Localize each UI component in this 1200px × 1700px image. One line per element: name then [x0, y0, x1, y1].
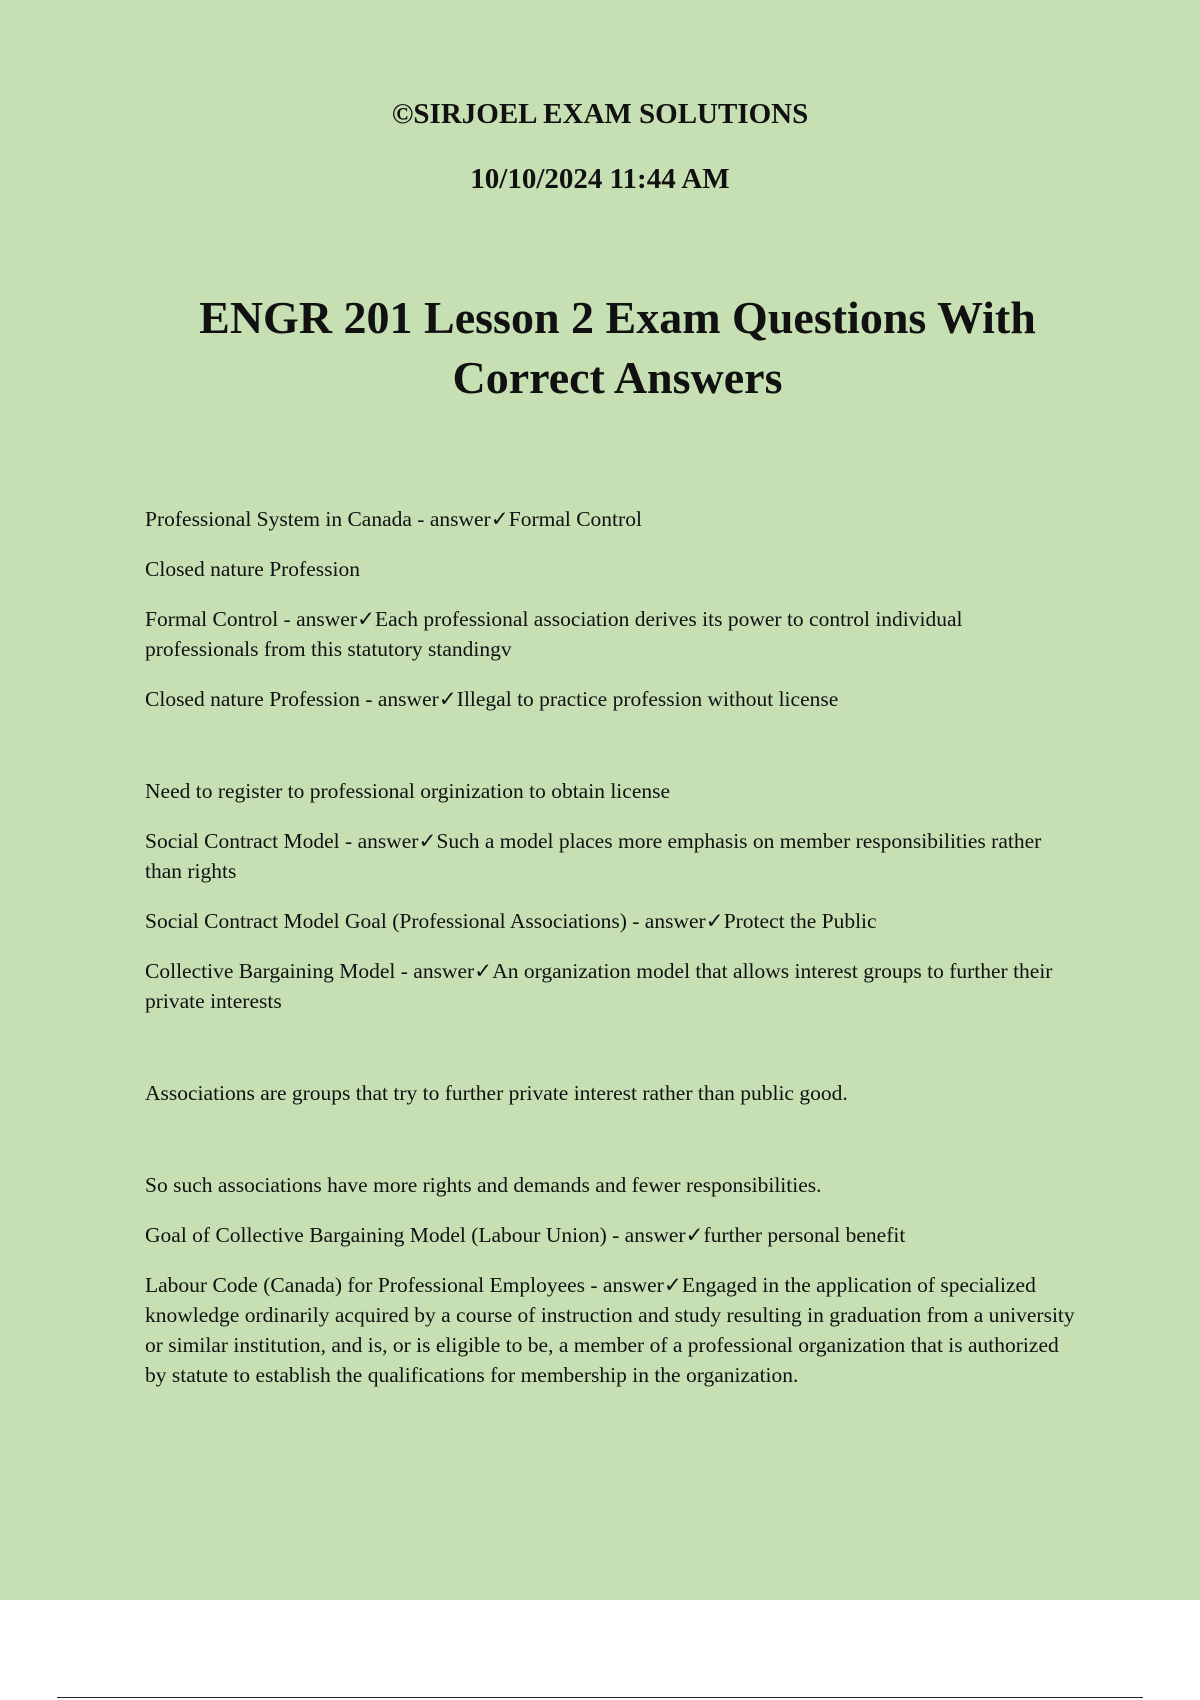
paragraph-closed-nature-answer: Closed nature Profession - answer✓Illegal to practice profession without license — [145, 687, 839, 711]
paragraph-collective-bargaining-model: Collective Bargaining Model - answer✓An organization model that allows interest groups to further their private interests — [145, 959, 1053, 1013]
paragraph-collective-bargaining-goal: Goal of Collective Bargaining Model (Labour Union) - answer✓further personal benefit — [145, 1223, 906, 1247]
paragraph-closed-nature: Closed nature Profession — [145, 557, 360, 581]
document-title: ENGR 201 Lesson 2 Exam Questions With Correct Answers — [199, 292, 1036, 403]
footer-divider — [57, 1697, 1143, 1698]
paragraph-register: Need to register to professional orginization to obtain license — [145, 779, 671, 803]
document-datetime: 10/10/2024 11:44 AM — [470, 163, 730, 195]
paragraph-social-contract-model: Social Contract Model - answer✓Such a model places more emphasis on member responsibilities rather than rights — [145, 829, 1042, 883]
paragraph-associations: Associations are groups that try to further private interest rather than public good. — [145, 1081, 848, 1105]
paragraph-labour-code: Labour Code (Canada) for Professional Employees - answer✓Engaged in the application of specialized knowledge ordinarily acquired by a course of instruction and study resulting in graduation from a university or similar institution, and is, or is eligible to be, a member of a professional organization that is authorized by statute to establish the qualifications for membership in the organization. — [145, 1273, 1075, 1387]
paragraph-formal-control: Formal Control - answer✓Each professional association derives its power to control individual professionals from this statutory standingv — [145, 607, 963, 661]
document-body — [145, 504, 1075, 1410]
paragraph-more-rights: So such associations have more rights and demands and fewer responsibilities. — [145, 1173, 822, 1197]
paragraph-professional-system: Professional System in Canada - answer✓Formal Control — [145, 507, 642, 531]
company-header: ©SIRJOEL EXAM SOLUTIONS — [391, 98, 809, 130]
paragraph-social-contract-goal: Social Contract Model Goal (Professional Associations) - answer✓Protect the Public — [145, 909, 877, 933]
